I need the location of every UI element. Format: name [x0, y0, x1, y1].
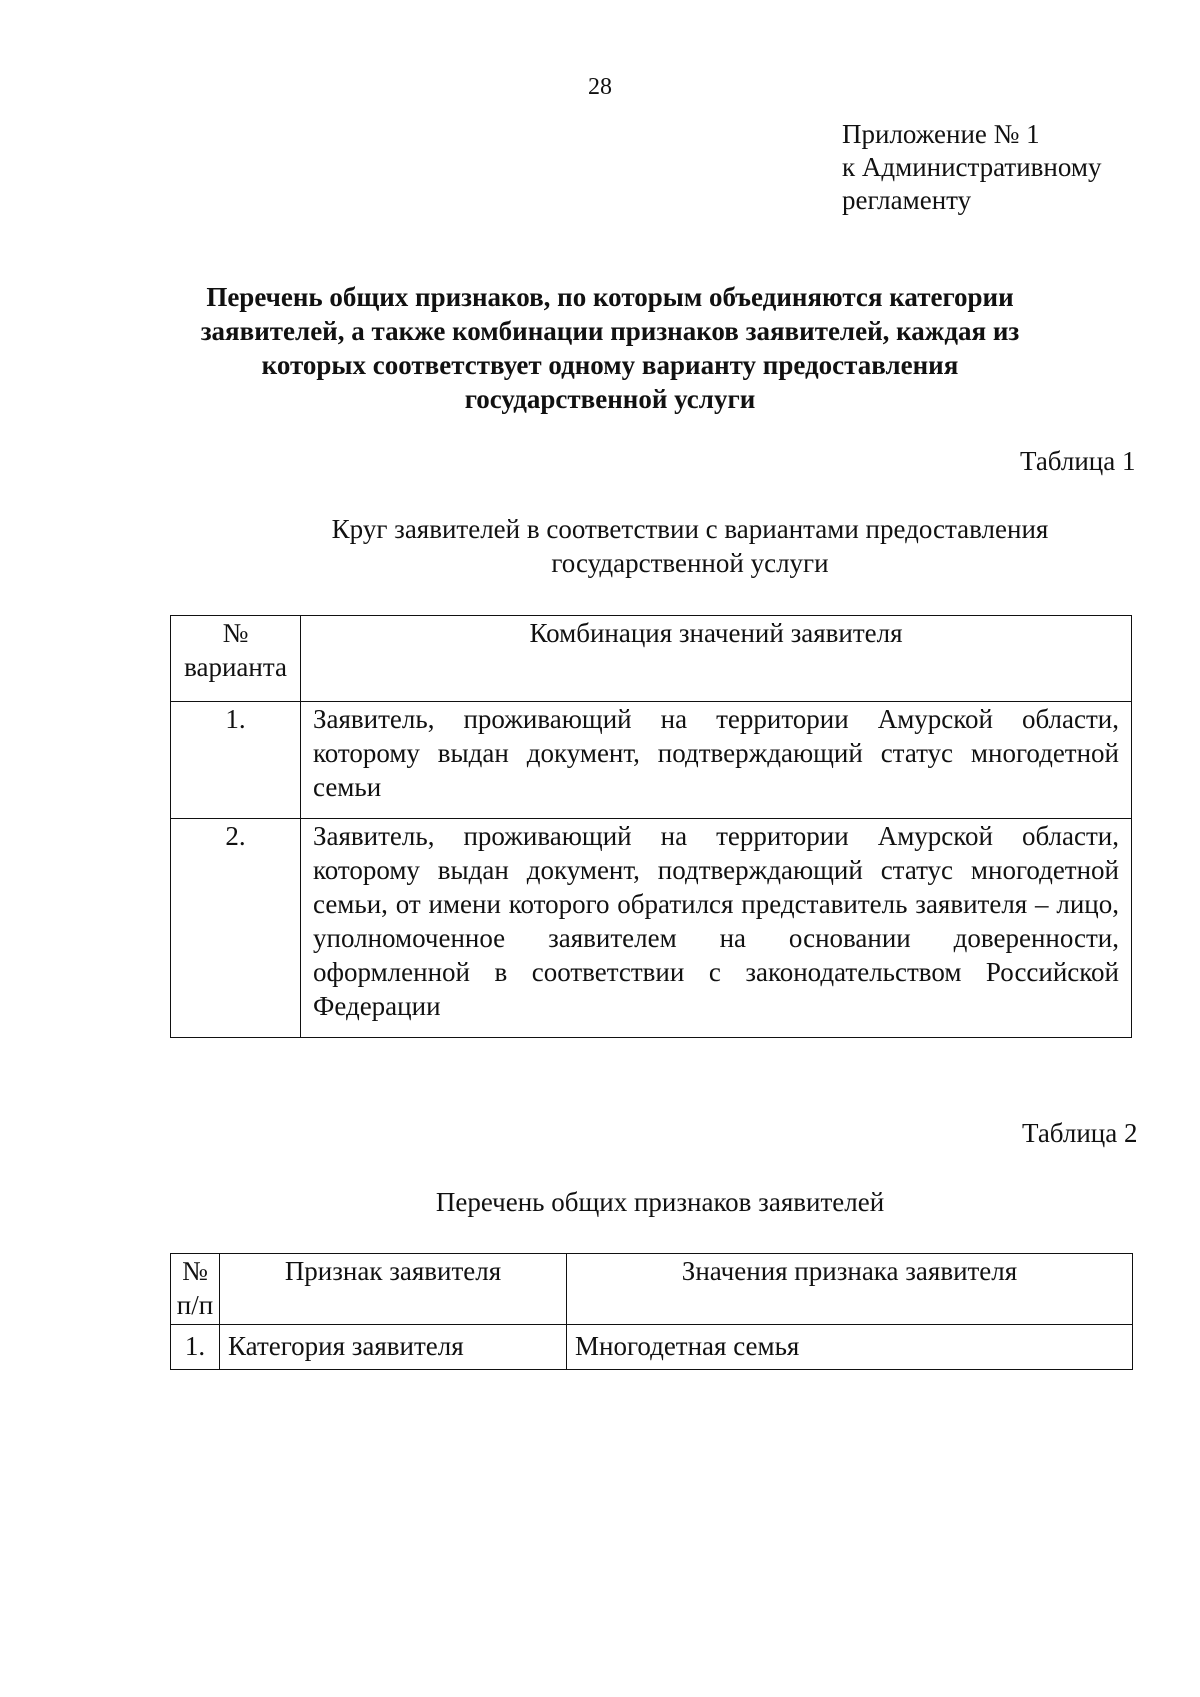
table-row: [171, 1325, 1133, 1370]
header-applicant-sign: Признак заявителя: [220, 1254, 567, 1325]
table-row: [171, 702, 1132, 819]
applicant-sign-cell: Категория заявителя: [220, 1325, 567, 1370]
document-title: [170, 280, 1050, 416]
table-row: [171, 819, 1132, 1038]
header-combination: Комбинация значений заявителя: [301, 616, 1132, 702]
appendix-note: [842, 118, 1101, 217]
table-header-row: [171, 1254, 1133, 1325]
table-2-caption: Перечень общих признаков заявителей: [435, 1187, 885, 1217]
appendix-line-2: к Административному: [842, 152, 1102, 182]
header-row-number-line-1: №: [182, 1256, 208, 1286]
header-sign-values: Значения признака заявителя: [567, 1254, 1133, 1325]
header-row-number: [171, 1254, 220, 1325]
variant-number-cell: 1.: [171, 702, 301, 819]
appendix-line-3: регламенту: [842, 185, 972, 215]
table-2-label: Таблица 2: [1022, 1118, 1138, 1148]
table-1-caption-line-2: государственной услуги: [551, 548, 829, 578]
header-variant-number-line-2: варианта: [184, 652, 287, 682]
applicants-variants-table: [170, 615, 1132, 1038]
title-line-1: Перечень общих признаков, по которым объединяются категории: [206, 282, 1014, 312]
header-variant-number-line-1: №: [222, 618, 249, 648]
header-row-number-line-2: п/п: [176, 1290, 214, 1320]
variant-number-cell: 2.: [171, 819, 301, 1038]
variant-description-cell: Заявитель, проживающий на территории Амурской области, которому выдан документ, подтверждающий статус многодетной семьи: [301, 702, 1132, 819]
table-1-caption-line-1: Круг заявителей в соответствии с вариантами предоставления: [331, 514, 1049, 544]
table-header-row: [171, 616, 1132, 702]
title-line-2: заявителей, а также комбинации признаков заявителей, каждая из: [200, 316, 1020, 346]
table-1-label: Таблица 1: [1020, 446, 1136, 476]
title-line-4: государственной услуги: [464, 384, 756, 414]
row-number-cell: 1.: [171, 1325, 220, 1370]
applicant-signs-table: [170, 1253, 1133, 1370]
header-variant-number: [171, 616, 301, 702]
sign-value-cell: Многодетная семья: [567, 1325, 1133, 1370]
appendix-line-1: Приложение № 1: [842, 119, 1040, 149]
title-line-3: которых соответствует одному варианту предоставления: [261, 350, 959, 380]
variant-description-cell: Заявитель, проживающий на территории Амурской области, которому выдан документ, подтверждающий статус многодетной семьи, от имени которого обратился представитель заявителя – лицо, уполномоченное заявителем на основании доверенности, оформленной в соответствии с законодательством Российской Федерации: [301, 819, 1132, 1038]
table-1-caption: [250, 512, 1130, 580]
page-number: 28: [588, 74, 612, 100]
